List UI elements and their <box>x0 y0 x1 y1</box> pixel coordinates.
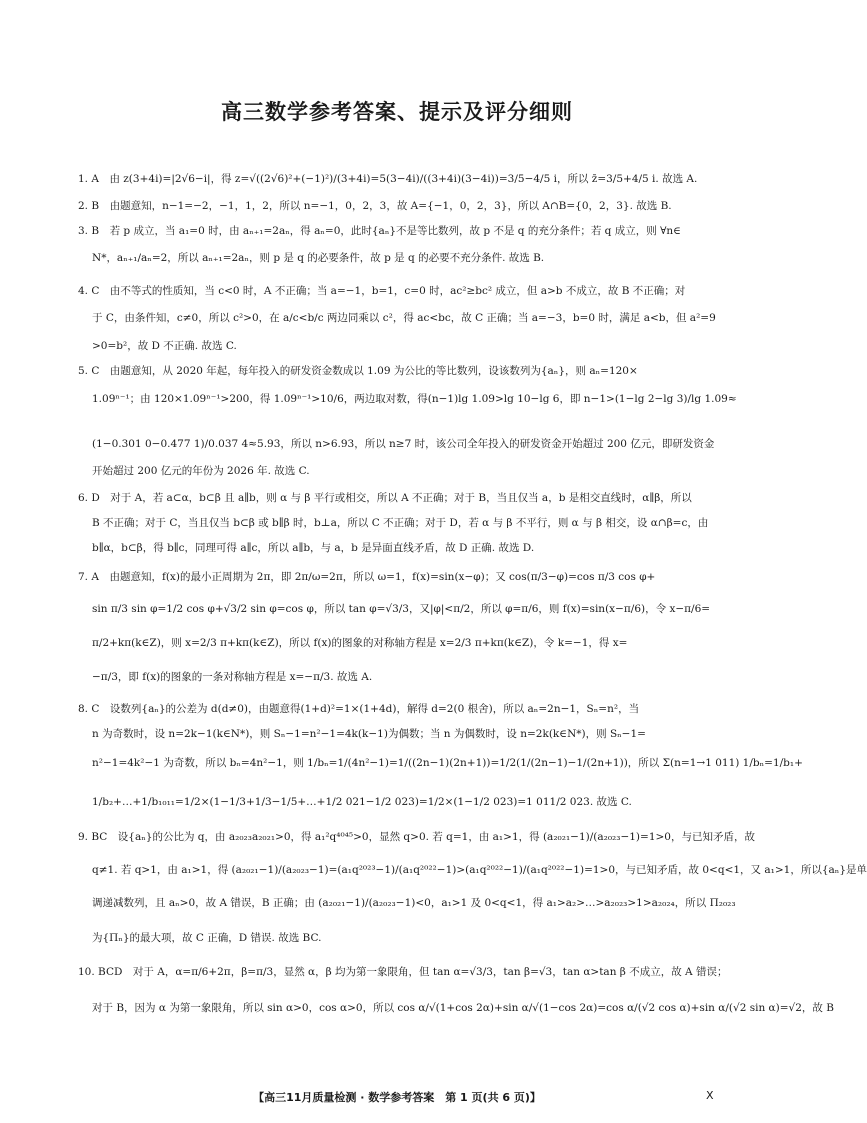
page-footer: 【高三11月质量检测 · 数学参考答案 第 1 页(共 6 页)】 <box>253 1091 541 1104</box>
text-line: sin π/3 sin φ=1/2 cos φ+√3/2 sin φ=cos φ，所以 tan φ=√3/3，又|φ|<π/2，所以 φ=π/6，则 f(x)=sin(x−π/6)，令 x−π/6= <box>92 603 711 615</box>
text-line: 8. C 设数列{aₙ}的公差为 d(d≠0)，由题意得(1+d)²=1×(1+4d)，解得 d=2(0 根舍)，所以 aₙ=2n−1，Sₙ=n²，当 <box>78 703 640 715</box>
text-line: N*，aₙ₊₁/aₙ=2，所以 aₙ₊₁=2aₙ，则 p 是 q 的必要条件，故 p 是 q 的必要不充分条件. 故选 B. <box>92 252 545 264</box>
text-line: 开始超过 200 亿元的年份为 2026 年. 故选 C. <box>92 465 310 477</box>
text-line: π/2+kπ(k∈Z)，则 x=2/3 π+kπ(k∈Z)，所以 f(x)的图象的对称轴方程是 x=2/3 π+kπ(k∈Z)，令 k=−1，得 x= <box>92 637 628 649</box>
text-line: n 为奇数时，设 n=2k−1(k∈N*)，则 Sₙ−1=n²−1=4k(k−1)为偶数；当 n 为偶数时，设 n=2k(k∈N*)，则 Sₙ−1= <box>92 728 646 740</box>
text-line: 对于 B，因为 α 为第一象限角，所以 sin α>0，cos α>0，所以 cos α/√(1+cos 2α)+sin α/√(1−cos 2α)=cos α/(√2 cos α)+sin α/(√2 sin α)=√2，故 B <box>92 1002 834 1014</box>
page-title: 高三数学参考答案、提示及评分细则 <box>221 100 573 124</box>
text-line: 1.09ⁿ⁻¹；由 120×1.09ⁿ⁻¹>200，得 1.09ⁿ⁻¹>10/6，两边取对数，得(n−1)lg 1.09>lg 10−lg 6，即 n−1>(1−lg 2−lg 3)/lg 1.09≈ <box>92 393 737 405</box>
text-line: 9. BC 设{aₙ}的公比为 q，由 a₂₀₂₃a₂₀₂₁>0，得 a₁²q⁴⁰⁴⁵>0，显然 q>0. 若 q=1，由 a₁>1，得 (a₂₀₂₁−1)/(a₂₀₂₃−1)=1>0，与已知矛盾，故 <box>78 831 755 843</box>
text-line: 于 C，由条件知，c≠0，所以 c²>0，在 a/c<b/c 两边同乘以 c²，得 ac<bc，故 C 正确；当 a=−3，b=0 时，满足 a<b，但 a²=9 <box>92 312 716 324</box>
text-line: 10. BCD 对于 A，α=π/6+2π，β=π/3，显然 α，β 均为第一象限角，但 tan α=√3/3，tan β=√3，tan α>tan β 不成立，故 A 错误； <box>78 966 728 978</box>
text-line: 4. C 由不等式的性质知，当 c<0 时，A 不正确；当 a=−1，b=1，c=0 时，ac²≥bc² 成立，但 a>b 不成立，故 B 不正确；对 <box>78 285 686 297</box>
text-line: 2. B 由题意知，n−1=−2，−1，1，2，所以 n=−1，0，2，3，故 A={−1，0，2，3}，所以 A∩B={0，2，3}. 故选 B. <box>78 200 672 212</box>
text-line: 5. C 由题意知，从 2020 年起，每年投入的研发资金数成以 1.09 为公比的等比数列，设该数列为{aₙ}，则 aₙ=120× <box>78 365 638 377</box>
text-line: q≠1. 若 q>1，由 a₁>1，得 (a₂₀₂₁−1)/(a₂₀₂₃−1)=(a₁q²⁰²³−1)/(a₁q²⁰²²−1)>(a₁q²⁰²²−1)/(a₁q²⁰²²−1)=1>0，与已知矛盾，故 0<q<1，又 a₁>1，所以{aₙ}是单 <box>92 864 867 876</box>
text-line: 1/b₂+…+1/b₁₀₁₁=1/2×(1−1/3+1/3−1/5+…+1/2 021−1/2 023)=1/2×(1−1/2 023)=1 011/2 023. 故选 C. <box>92 796 632 808</box>
text-line: n²−1=4k²−1 为奇数，所以 bₙ=4n²−1，则 1/bₙ=1/(4n²−1)=1/((2n−1)(2n+1))=1/2(1/(2n−1)−1/(2n+1))，所以 Σ(n=1→1 011) 1/bₙ=1/b₁+ <box>92 757 803 769</box>
text-line: b∥α，b⊂β，得 b∥c，同理可得 a∥c，所以 a∥b，与 a，b 是异面直线矛盾，故 D 正确. 故选 D. <box>92 542 535 554</box>
text-line: 7. A 由题意知，f(x)的最小正周期为 2π，即 2π/ω=2π，所以 ω=1，f(x)=sin(x−φ)；又 cos(π/3−φ)=cos π/3 cos φ+ <box>78 571 656 583</box>
text-line: −π/3，即 f(x)的图象的一条对称轴方程是 x=−π/3. 故选 A. <box>92 671 373 683</box>
text-line: >0=b²，故 D 不正确. 故选 C. <box>92 340 237 352</box>
text-line: 调递减数列，且 aₙ>0，故 A 错误，B 正确；由 (a₂₀₂₁−1)/(a₂₀₂₃−1)<0，a₁>1 及 0<q<1，得 a₁>a₂>…>a₂₀₂₃>1>a₂₀₂₄，所以 Π₂₀₂₃ <box>92 897 736 909</box>
text-line: 6. D 对于 A，若 a⊂α，b⊂β 且 a∥b，则 α 与 β 平行或相交，所以 A 不正确；对于 B，当且仅当 a，b 是相交直线时，α∥β，所以 <box>78 492 692 504</box>
footer-mark: X <box>706 1089 714 1102</box>
text-line: 1. A 由 z(3+4i)=|2√6−i|，得 z=√((2√6)²+(−1)²)/(3+4i)=5(3−4i)/((3+4i)(3−4i))=3/5−4/5 i，所以 z̄=3/5+4/5 i. 故选 A. <box>78 173 698 185</box>
text-line: 为{Πₙ}的最大项，故 C 正确，D 错误. 故选 BC. <box>92 932 322 944</box>
text-line: (1−0.301 0−0.477 1)/0.037 4≈5.93，所以 n>6.93，所以 n≥7 时，该公司全年投入的研发资金开始超过 200 亿元，即研发资金 <box>92 438 715 450</box>
text-line: 3. B 若 p 成立，当 a₁=0 时，由 aₙ₊₁=2aₙ，得 aₙ=0，此时{aₙ}不是等比数列，故 p 不是 q 的充分条件；若 q 成立，则 ∀n∈ <box>78 225 681 237</box>
text-line: B 不正确；对于 C，当且仅当 b⊂β 或 b∥β 时，b⊥a，所以 C 不正确；对于 D，若 α 与 β 不平行，则 α 与 β 相交，设 α∩β=c，由 <box>92 517 709 529</box>
